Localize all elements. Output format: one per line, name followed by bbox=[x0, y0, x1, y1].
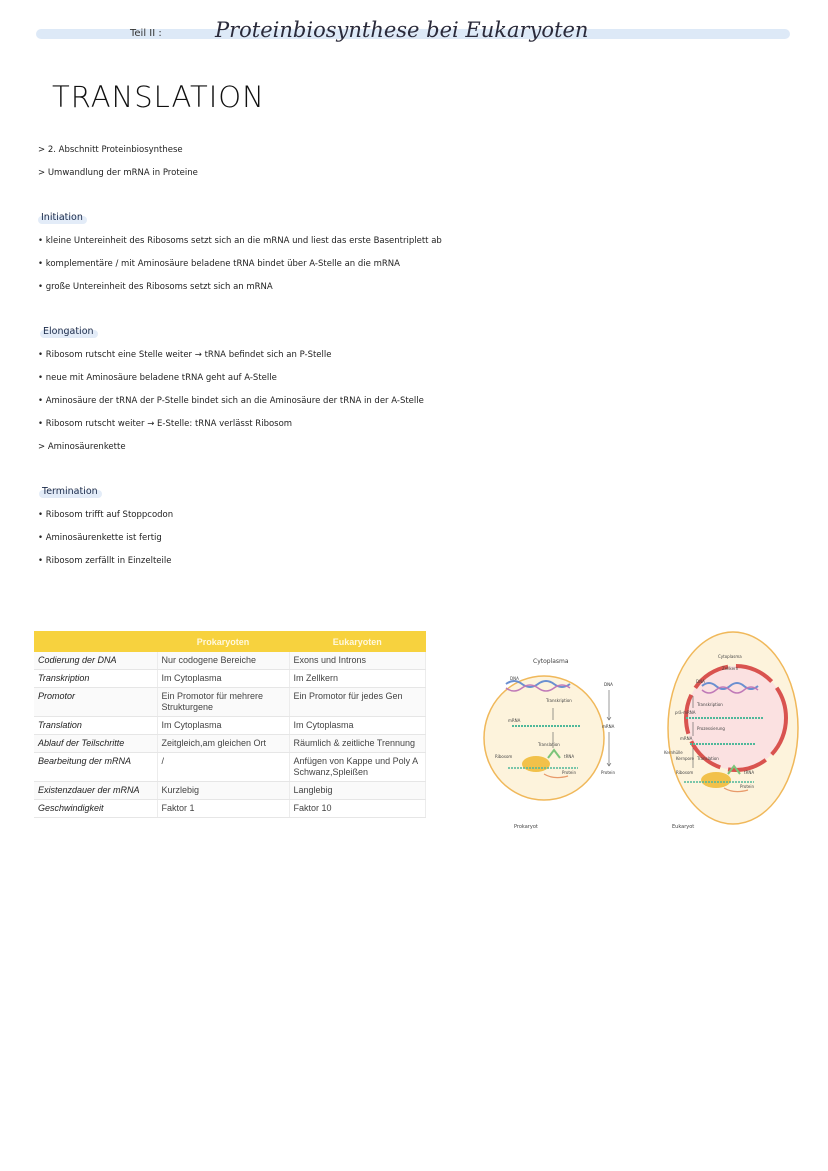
list-item: • Ribosom rutscht eine Stelle weiter → tRNA befindet sich an P-Stelle bbox=[38, 350, 332, 360]
list-item: • kleine Untereinheit des Ribosoms setzt sich an die mRNA und liest das erste Basentriplett ab bbox=[38, 236, 442, 246]
table-header-cell: Prokaryoten bbox=[157, 631, 289, 652]
table-header-cell: Eukaryoten bbox=[289, 631, 426, 652]
table-cell: Räumlich & zeitliche Trennung bbox=[289, 735, 426, 753]
eu-label: Translation bbox=[697, 756, 719, 761]
table-row bbox=[34, 688, 426, 717]
caption-prokaryot: Prokaryot bbox=[514, 824, 538, 830]
pro-label: Protein bbox=[562, 770, 577, 775]
table-cell: Langlebig bbox=[289, 782, 426, 800]
eu-label: Ribosom bbox=[676, 770, 694, 775]
part-label: Teil II : bbox=[130, 28, 162, 39]
pro-label: DNA bbox=[510, 676, 519, 681]
list-item: • Ribosom rutscht weiter → E-Stelle: tRNA verlässt Ribosom bbox=[38, 419, 293, 429]
table-cell: Im Cytoplasma bbox=[157, 670, 289, 688]
table-row bbox=[34, 717, 426, 735]
pro-label: Translation bbox=[538, 742, 560, 747]
table-cell: Ein Promotor für mehrere Strukturgene bbox=[157, 688, 289, 717]
termination-heading: Termination bbox=[42, 486, 98, 497]
intro-line: > 2. Abschnitt Proteinbiosynthese bbox=[38, 145, 183, 155]
list-item: • Aminosäure der tRNA der P-Stelle bindet sich an die Aminosäure der tRNA in der A-Stelle bbox=[38, 396, 424, 406]
list-item: > Aminosäurenkette bbox=[38, 442, 126, 452]
table-cell: Ein Promotor für jedes Gen bbox=[289, 688, 426, 717]
table-row bbox=[34, 735, 426, 753]
eu-label: Transkription bbox=[697, 702, 723, 707]
table-row bbox=[34, 652, 426, 670]
list-item: • große Untereinheit des Ribosoms setzt sich an mRNA bbox=[38, 282, 273, 292]
eu-label: tRNA bbox=[744, 770, 755, 775]
pro-ribosome bbox=[522, 756, 550, 772]
eu-label: Prozessierung bbox=[697, 726, 725, 731]
table-cell: Bearbeitung der mRNA bbox=[34, 753, 157, 782]
table-cell: Nur codogene Bereiche bbox=[157, 652, 289, 670]
pro-label: Cytoplasma bbox=[533, 658, 569, 665]
table-cell: Translation bbox=[34, 717, 157, 735]
flow-label: mRNA bbox=[602, 724, 615, 729]
intro-line: > Umwandlung der mRNA in Proteine bbox=[38, 168, 198, 178]
table-cell: Existenzdauer der mRNA bbox=[34, 782, 157, 800]
table-cell: Anfügen von Kappe und Poly A Schwanz,Spleißen bbox=[289, 753, 426, 782]
table-cell: Im Cytoplasma bbox=[289, 717, 426, 735]
list-item: • komplementäre / mit Aminosäure beladene tRNA bindet über A-Stelle an die mRNA bbox=[38, 259, 400, 269]
list-item: • Ribosom trifft auf Stoppcodon bbox=[38, 510, 174, 520]
table-cell: / bbox=[157, 753, 289, 782]
table-cell: Geschwindigkeit bbox=[34, 800, 157, 818]
table-cell: Transkription bbox=[34, 670, 157, 688]
pro-label: Transkription bbox=[546, 698, 572, 703]
pro-label: mRNA bbox=[508, 718, 521, 723]
eu-label: Kernpore bbox=[676, 756, 694, 761]
table-row bbox=[34, 753, 426, 782]
table-cell: Kurzlebig bbox=[157, 782, 289, 800]
table-cell: Faktor 1 bbox=[157, 800, 289, 818]
page-title: Proteinbiosynthese bei Eukaryoten bbox=[215, 18, 589, 42]
eu-label: DNA bbox=[696, 679, 705, 684]
eu-label: prä-mRNA bbox=[675, 710, 696, 715]
table-cell: Exons und Introns bbox=[289, 652, 426, 670]
list-item: • neue mit Aminosäure beladene tRNA geht auf A-Stelle bbox=[38, 373, 277, 383]
table-cell: Ablauf der Teilschritte bbox=[34, 735, 157, 753]
table-cell: Zeitgleich,am gleichen Ort bbox=[157, 735, 289, 753]
table-header-row bbox=[34, 631, 426, 652]
flow-label: DNA bbox=[604, 682, 613, 687]
list-item: • Ribosom zerfällt in Einzelteile bbox=[38, 556, 172, 566]
elongation-heading: Elongation bbox=[43, 326, 94, 337]
caption-eukaryot: Eukaryot bbox=[672, 824, 695, 830]
pro-label: Ribosom bbox=[495, 754, 513, 759]
table-row bbox=[34, 782, 426, 800]
comparison-table bbox=[34, 631, 426, 818]
table-cell: Im Cytoplasma bbox=[157, 717, 289, 735]
section-heading: TRANSLATION bbox=[52, 80, 265, 114]
initiation-heading: Initiation bbox=[41, 212, 83, 223]
eu-label: mRNA bbox=[680, 736, 693, 741]
pro-label: tRNA bbox=[564, 754, 575, 759]
eu-label: Zellkern bbox=[722, 666, 739, 671]
table-cell: Promotor bbox=[34, 688, 157, 717]
eu-label: Kernhülle bbox=[664, 750, 683, 755]
prokaryote-cell bbox=[484, 676, 604, 800]
list-item: • Aminosäurenkette ist fertig bbox=[38, 533, 162, 543]
table-row bbox=[34, 800, 426, 818]
table-row bbox=[34, 670, 426, 688]
table-header-cell bbox=[34, 631, 157, 652]
eu-label: Cytoplasma bbox=[718, 654, 742, 659]
eu-ribosome bbox=[701, 772, 731, 788]
eu-label: Protein bbox=[740, 784, 755, 789]
cell-comparison-diagram bbox=[478, 628, 800, 836]
table-cell: Faktor 10 bbox=[289, 800, 426, 818]
table-cell: Codierung der DNA bbox=[34, 652, 157, 670]
table-cell: Im Zellkern bbox=[289, 670, 426, 688]
flow-label: Protein bbox=[601, 770, 616, 775]
